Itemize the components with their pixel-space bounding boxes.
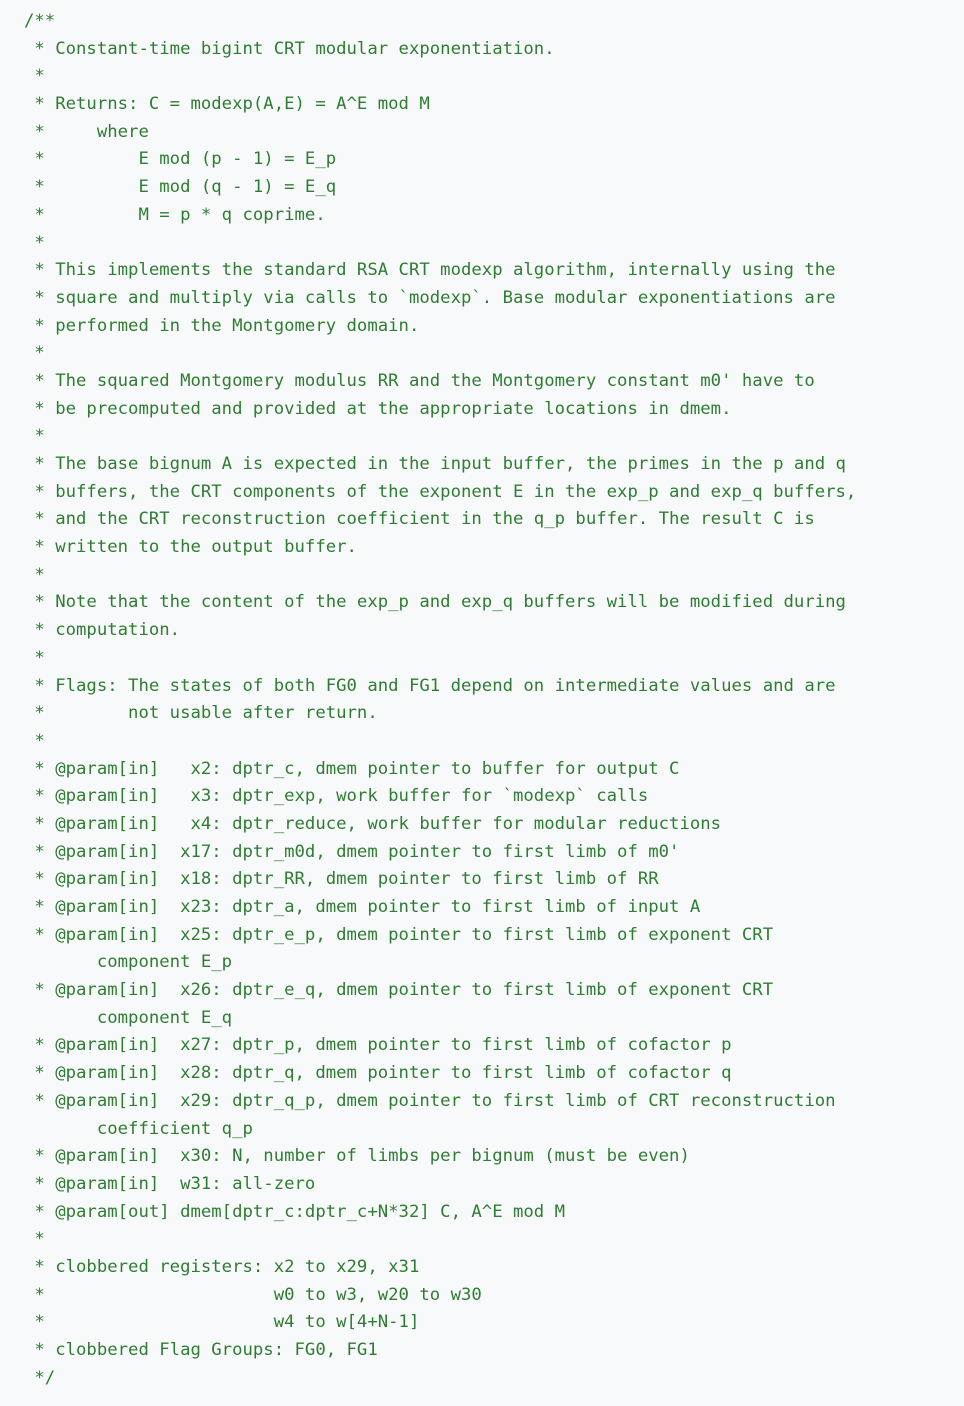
doc-comment-block xyxy=(24,8,964,1392)
comment-line: * w4 to w[4+N-1] xyxy=(24,1312,420,1333)
comment-line: * The squared Montgomery modulus RR and the Montgomery constant m0' have to xyxy=(24,370,815,391)
comment-line: * written to the output buffer. xyxy=(24,537,357,558)
comment-line: * xyxy=(24,1229,45,1250)
comment-line: * Note that the content of the exp_p and exp_q buffers will be modified during xyxy=(24,592,846,613)
comment-line: * @param[in] x3: dptr_exp, work buffer for `modexp` calls xyxy=(24,786,649,807)
comment-line: * buffers, the CRT components of the exponent E in the exp_p and exp_q buffers, xyxy=(24,481,857,502)
comment-line: * Returns: C = modexp(A,E) = A^E mod M xyxy=(24,94,430,115)
comment-line: * @param[in] x26: dptr_e_q, dmem pointer to first limb of exponent CRT xyxy=(24,980,774,1001)
comment-line: * @param[in] x17: dptr_m0d, dmem pointer to first limb of m0' xyxy=(24,841,680,862)
comment-line: */ xyxy=(24,1367,56,1388)
comment-line: * computation. xyxy=(24,620,181,641)
comment-line: component E_p xyxy=(24,952,233,973)
comment-line: * @param[in] x29: dptr_q_p, dmem pointer to first limb of CRT reconstruction xyxy=(24,1090,836,1111)
comment-line: * The base bignum A is expected in the input buffer, the primes in the p and q xyxy=(24,454,846,474)
comment-line: * clobbered Flag Groups: FG0, FG1 xyxy=(24,1340,378,1360)
comment-line: /** xyxy=(24,11,56,31)
comment-line: * xyxy=(24,232,45,253)
comment-line: * xyxy=(24,343,45,364)
comment-line: * E mod (p - 1) = E_p xyxy=(24,149,337,170)
comment-line: * @param[out] dmem[dptr_c:dptr_c+N*32] C, A^E mod M xyxy=(24,1201,566,1222)
comment-line: * where xyxy=(24,121,149,142)
comment-line: * Flags: The states of both FG0 and FG1 depend on intermediate values and are xyxy=(24,675,836,696)
comment-line: * E mod (q - 1) = E_q xyxy=(24,177,337,198)
comment-line: * @param[in] x30: N, number of limbs per bignum (must be even) xyxy=(24,1146,690,1167)
comment-line: * xyxy=(24,647,45,668)
comment-line: * Constant-time bigint CRT modular exponentiation. xyxy=(24,38,555,59)
comment-line: * @param[in] w31: all-zero xyxy=(24,1173,316,1194)
comment-line: * @param[in] x25: dptr_e_p, dmem pointer to first limb of exponent CRT xyxy=(24,924,774,945)
comment-line: * w0 to w3, w20 to w30 xyxy=(24,1284,482,1305)
comment-line: * be precomputed and provided at the appropriate locations in dmem. xyxy=(24,398,732,419)
comment-line: * M = p * q coprime. xyxy=(24,204,326,225)
comment-line: * not usable after return. xyxy=(24,703,378,724)
comment-line: * This implements the standard RSA CRT modexp algorithm, internally using the xyxy=(24,260,836,281)
comment-line: * xyxy=(24,66,45,87)
comment-line: * @param[in] x23: dptr_a, dmem pointer to first limb of input A xyxy=(24,897,701,917)
comment-line: * @param[in] x2: dptr_c, dmem pointer to buffer for output C xyxy=(24,758,680,779)
comment-line: * clobbered registers: x2 to x29, x31 xyxy=(24,1256,420,1277)
comment-line: * @param[in] x28: dptr_q, dmem pointer to first limb of cofactor q xyxy=(24,1063,732,1084)
comment-line: * @param[in] x27: dptr_p, dmem pointer to first limb of cofactor p xyxy=(24,1035,732,1056)
comment-line: * xyxy=(24,730,45,751)
comment-line: * @param[in] x18: dptr_RR, dmem pointer to first limb of RR xyxy=(24,869,659,890)
comment-line: * performed in the Montgomery domain. xyxy=(24,315,420,336)
comment-line: coefficient q_p xyxy=(24,1118,253,1139)
comment-line: * xyxy=(24,426,45,447)
comment-line: component E_q xyxy=(24,1007,233,1028)
comment-line: * xyxy=(24,564,45,585)
comment-line: * and the CRT reconstruction coefficient in the q_p buffer. The result C is xyxy=(24,509,815,530)
comment-line: * @param[in] x4: dptr_reduce, work buffer for modular reductions xyxy=(24,813,722,834)
comment-line: * square and multiply via calls to `modexp`. Base modular exponentiations are xyxy=(24,287,836,308)
